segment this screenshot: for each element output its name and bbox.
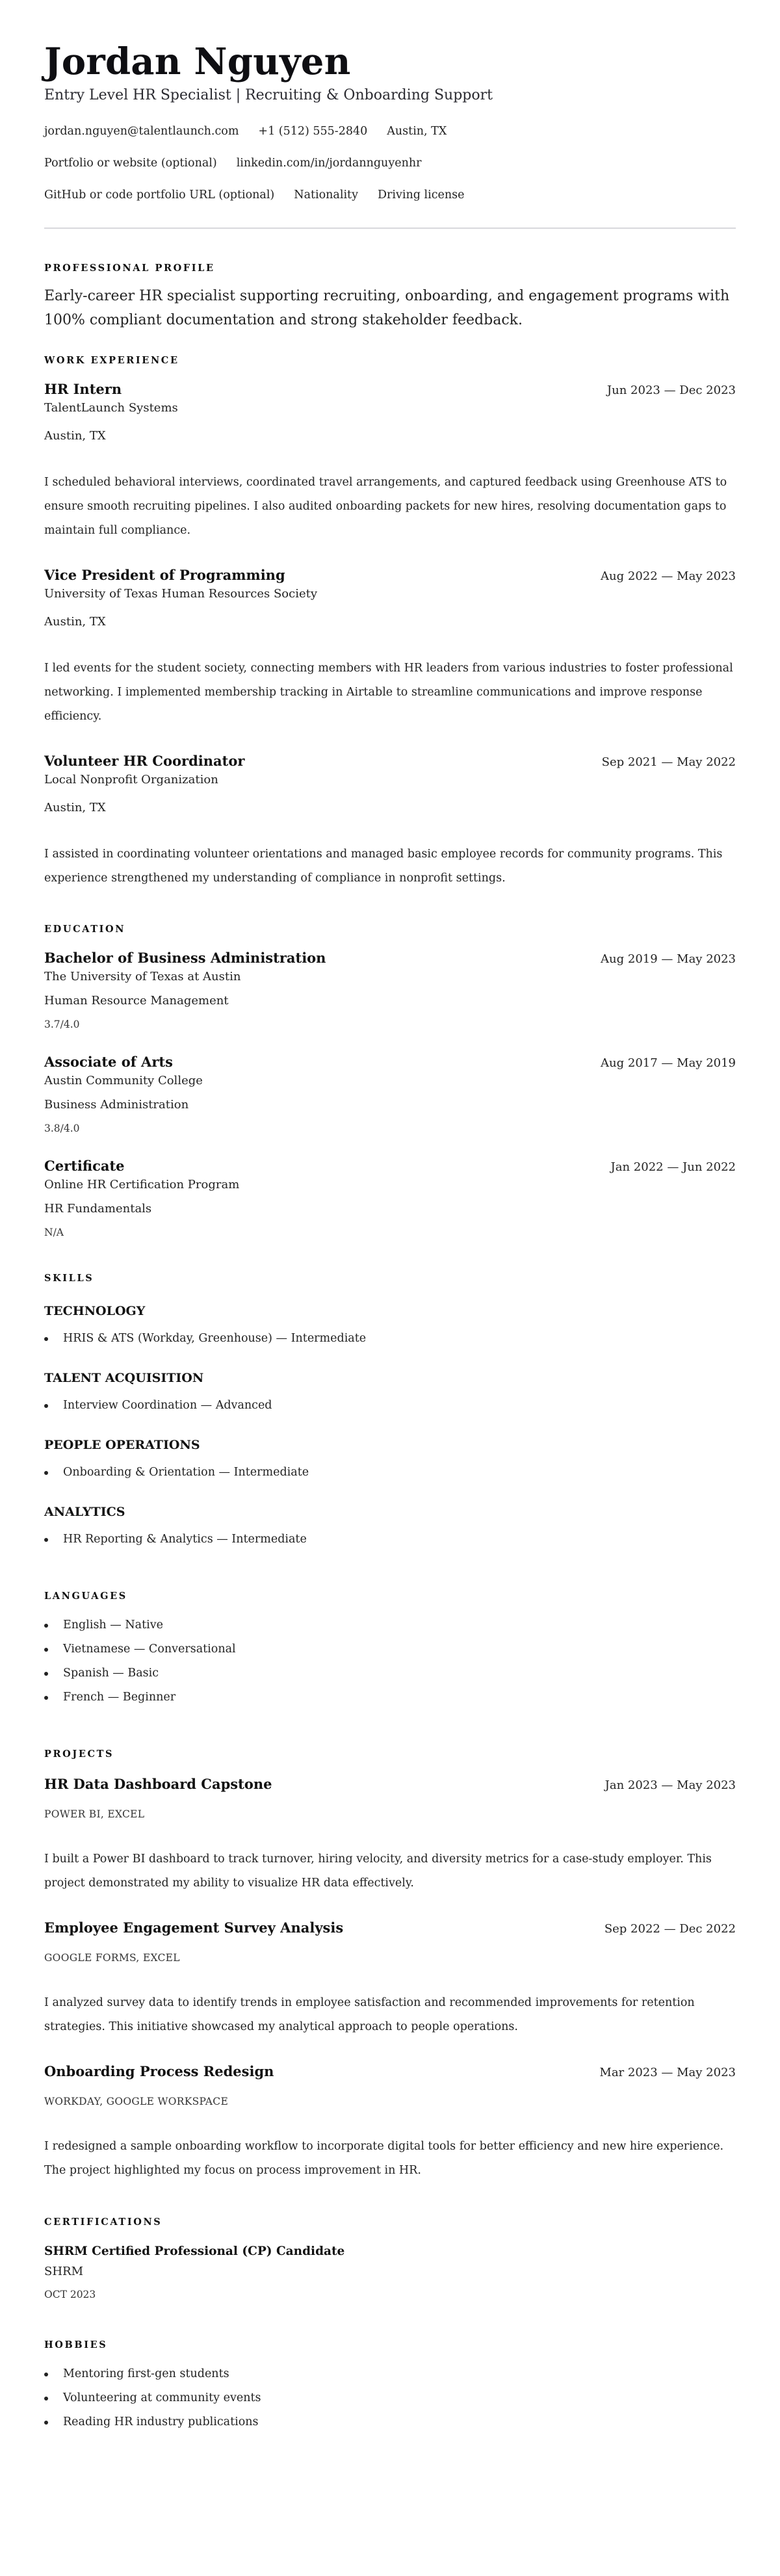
school: Online HR Certification Program — [44, 1178, 240, 1191]
project-description: I redesigned a sample onboarding workflow to incorporate digital tools for better efficiency and new hire experience. The project highlighted my focus on process improvement in HR. — [44, 2140, 724, 2177]
job-company: Local Nonprofit Organization — [44, 773, 218, 787]
project-entry — [44, 1919, 736, 2039]
job-description: I assisted in coordinating volunteer orientations and managed basic employee records for community programs. This experience strengthened my understanding of compliance in nonprofit settings. — [44, 848, 723, 885]
degree: Certificate — [44, 1158, 125, 1174]
job-company: TalentLaunch Systems — [44, 401, 178, 415]
languages-section — [44, 1590, 736, 1710]
degree: Associate of Arts — [44, 1054, 173, 1070]
school: Austin Community College — [44, 1074, 203, 1087]
skill-item: Interview Coordination — Advanced — [44, 1394, 736, 1418]
linkedin-link[interactable]: linkedin.com/in/jordannguyenhr — [236, 157, 422, 170]
portfolio-link[interactable]: Portfolio or website (optional) — [44, 157, 217, 170]
project-title: Employee Engagement Survey Analysis — [44, 1919, 344, 1936]
job-location: Austin, TX — [44, 801, 106, 814]
skill-group-title: ANALYTICS — [44, 1505, 125, 1519]
certification-title: SHRM Certified Professional (CP) Candidate — [44, 2244, 345, 2258]
job-title: HR Intern — [44, 381, 122, 397]
job-description: I led events for the student society, connecting members with HR leaders from various industries to foster professional networking. I implemented membership tracking in Airtable to streamline communications and improve response efficiency. — [44, 662, 733, 723]
gpa: N/A — [44, 1227, 64, 1238]
education-entry — [44, 1157, 736, 1240]
project-tech: GOOGLE FORMS, EXCEL — [44, 1952, 180, 1964]
language-item: French — Beginner — [44, 1685, 736, 1710]
section-title: PROFESSIONAL PROFILE — [44, 263, 215, 274]
field-of-study: HR Fundamentals — [44, 1202, 152, 1216]
degree: Bachelor of Business Administration — [44, 950, 326, 966]
candidate-name: Jordan Nguyen — [44, 40, 351, 83]
job-company: University of Texas Human Resources Society — [44, 587, 318, 601]
skill-group — [44, 1437, 736, 1485]
education-dates: Jan 2022 — Jun 2022 — [610, 1160, 736, 1174]
job-description: I scheduled behavioral interviews, coordinated travel arrangements, and captured feedback using Greenhouse ATS to ensure smooth recruiting pipelines. I also audited onboarding packets for new hires, resolving documentation gaps to maintain full compliance. — [44, 476, 727, 537]
skill-item: HRIS & ATS (Workday, Greenhouse) — Intermediate — [44, 1327, 736, 1351]
job-entry — [44, 566, 736, 729]
project-entry — [44, 1775, 736, 1895]
gpa: 3.7/4.0 — [44, 1019, 80, 1030]
education-section — [44, 923, 736, 1240]
section-title: PROJECTS — [44, 1749, 114, 1760]
section-title: EDUCATION — [44, 924, 126, 935]
job-title: Volunteer HR Coordinator — [44, 753, 245, 769]
skill-group — [44, 1303, 736, 1351]
skill-group-title: TALENT ACQUISITION — [44, 1371, 204, 1385]
education-dates: Aug 2019 — May 2023 — [601, 952, 736, 966]
certifications-section — [44, 2216, 736, 2302]
job-entry — [44, 380, 736, 543]
project-description: I analyzed survey data to identify trends in employee satisfaction and recommended improvements for retention strategies. This initiative showcased my analytical approach to people operations. — [44, 1996, 695, 2033]
language-item: Spanish — Basic — [44, 1661, 736, 1685]
hobbies-section — [44, 2339, 736, 2434]
school: The University of Texas at Austin — [44, 970, 241, 983]
education-dates: Aug 2017 — May 2019 — [601, 1056, 736, 1070]
nationality: Nationality — [294, 189, 358, 202]
field-of-study: Business Administration — [44, 1098, 189, 1112]
project-dates: Jan 2023 — May 2023 — [604, 1778, 736, 1792]
job-dates: Aug 2022 — May 2023 — [601, 569, 736, 583]
github-link[interactable]: GitHub or code portfolio URL (optional) — [44, 189, 275, 202]
skill-group — [44, 1370, 736, 1418]
gpa: 3.8/4.0 — [44, 1123, 80, 1134]
skill-group-title: PEOPLE OPERATIONS — [44, 1438, 200, 1452]
projects-section — [44, 1748, 736, 2183]
profile-summary: Early-career HR specialist supporting recruiting, onboarding, and engagement programs with 100% compliant documentation and strong stakeholder feedback. — [44, 288, 730, 328]
profile-section — [44, 262, 736, 332]
language-item: Vietnamese — Conversational — [44, 1637, 736, 1661]
section-title: CERTIFICATIONS — [44, 2217, 162, 2228]
field-of-study: Human Resource Management — [44, 994, 229, 1008]
header-divider — [44, 228, 736, 229]
job-title: Vice President of Programming — [44, 567, 285, 583]
contact-row — [44, 187, 736, 203]
project-tech: POWER BI, EXCEL — [44, 1808, 145, 1820]
contact-row — [44, 124, 736, 139]
certification-issuer: SHRM — [44, 2265, 84, 2278]
hobby-item: Reading HR industry publications — [44, 2410, 736, 2434]
education-entry — [44, 949, 736, 1032]
section-title: SKILLS — [44, 1273, 94, 1284]
section-title: HOBBIES — [44, 2339, 108, 2350]
work-experience-section — [44, 354, 736, 891]
hobby-item: Mentoring first-gen students — [44, 2362, 736, 2386]
project-dates: Mar 2023 — May 2023 — [599, 2066, 736, 2079]
skill-item: Onboarding & Orientation — Intermediate — [44, 1461, 736, 1485]
project-title: Onboarding Process Redesign — [44, 2063, 274, 2079]
skills-section — [44, 1272, 736, 1552]
education-entry — [44, 1053, 736, 1136]
section-title: LANGUAGES — [44, 1591, 127, 1602]
hobby-item: Volunteering at community events — [44, 2386, 736, 2410]
resume-header — [44, 39, 736, 203]
job-location: Austin, TX — [44, 615, 106, 629]
job-dates: Jun 2023 — Dec 2023 — [606, 384, 736, 397]
certification-date: OCT 2023 — [44, 2289, 96, 2300]
skill-item: HR Reporting & Analytics — Intermediate — [44, 1528, 736, 1552]
skill-group — [44, 1503, 736, 1552]
certification-entry — [44, 2243, 736, 2302]
project-entry — [44, 2062, 736, 2183]
project-dates: Sep 2022 — Dec 2022 — [604, 1922, 736, 1936]
project-title: HR Data Dashboard Capstone — [44, 1776, 272, 1792]
contact-row — [44, 155, 736, 171]
project-tech: WORKDAY, GOOGLE WORKSPACE — [44, 2096, 229, 2107]
job-entry — [44, 752, 736, 891]
job-location: Austin, TX — [44, 429, 106, 443]
job-dates: Sep 2021 — May 2022 — [601, 755, 736, 769]
candidate-headline: Entry Level HR Specialist | Recruiting & Onboarding Support — [44, 87, 493, 103]
language-item: English — Native — [44, 1613, 736, 1637]
email-link[interactable]: jordan.nguyen@talentlaunch.com — [44, 125, 239, 138]
driving-license: Driving license — [377, 189, 465, 202]
section-title: WORK EXPERIENCE — [44, 355, 179, 366]
location: Austin, TX — [387, 125, 447, 138]
phone-number[interactable]: +1 (512) 555-2840 — [258, 125, 368, 138]
project-description: I built a Power BI dashboard to track turnover, hiring velocity, and diversity metrics for a case-study employer. This project demonstrated my ability to visualize HR data effectively. — [44, 1853, 712, 1890]
skill-group-title: TECHNOLOGY — [44, 1304, 146, 1318]
